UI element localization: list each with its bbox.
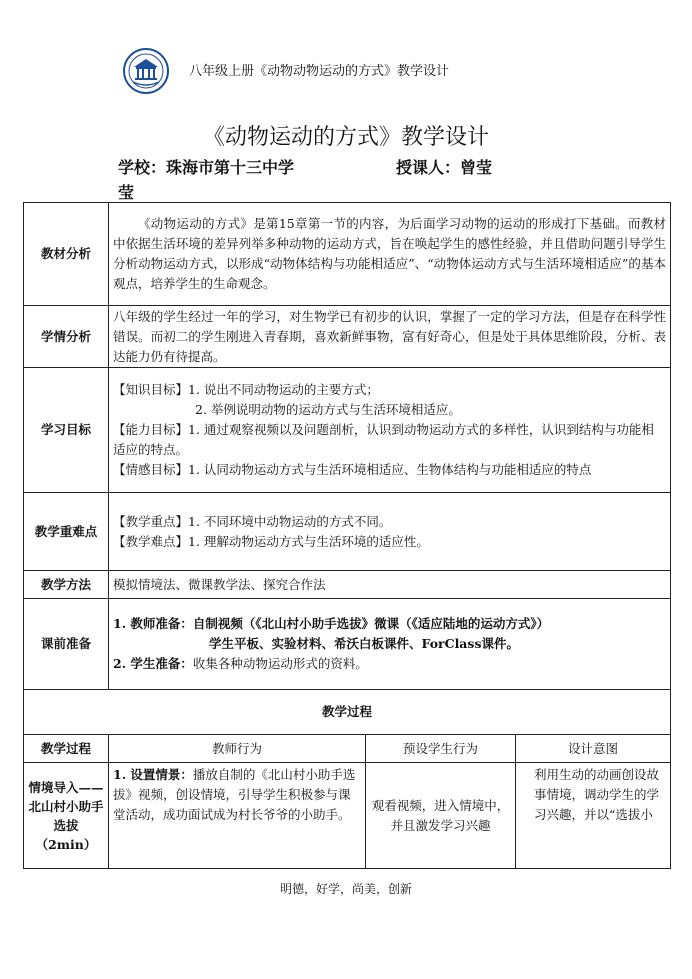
page-header: [123, 48, 603, 100]
ability-goal-text: 1. 通过观察视频以及问题剖析，认识到动物运动方式的多样性，认识到结构与功能相适应的特点。: [113, 422, 654, 457]
column-header-student: 预设学生行为: [366, 735, 516, 763]
stage-intro-teacher: [109, 763, 366, 869]
column-header-teacher: 教师行为: [109, 735, 366, 763]
row-preparation: [24, 599, 671, 690]
process-title: 教学过程: [24, 690, 671, 735]
row-material-analysis: [24, 203, 671, 306]
row-teaching-methods: [24, 571, 671, 599]
emotion-goal-text: 1. 认同动物运动方式与生活环境相适应、生物体结构与功能相适应的特点: [188, 462, 592, 477]
row-key-points: [24, 493, 671, 571]
label-key-points: 教学重难点: [24, 493, 109, 571]
key-point-tag: 【教学重点】: [113, 513, 189, 529]
stage-intro-teacher-text: 播放自制的《北山村小助手选拔》视频，创设情境，引导学生积极参与课堂活动，成功面试成为村长爷爷的小助手。: [113, 767, 356, 822]
row-process-title: [24, 690, 671, 735]
difficult-point-line: [113, 532, 666, 552]
student-analysis-text: 八年级的学生经过一年的学习，对生物学已有初步的认识，掌握了一定的学习方法，但是存在科学性错误。而初二的学生刚进入青春期，喜欢新鲜事物，富有好奇心，但是处于具体思维阶段，分析、表达能力仍有待提高。: [109, 306, 671, 368]
label-material-analysis: 教材分析: [24, 203, 109, 306]
ability-goal-line: [113, 420, 666, 460]
column-header-intent: 设计意图: [516, 735, 671, 763]
row-learning-goals: [24, 368, 671, 493]
document-title: 《动物运动的方式》教学设计: [202, 125, 489, 150]
knowledge-goal-1: 1. 说出不同动物运动的主要方式；: [188, 382, 379, 397]
column-header-process: 教学过程: [24, 735, 109, 763]
teacher-name: 授课人：曾莹: [396, 158, 493, 177]
row-column-headers: [24, 735, 671, 763]
teacher-name-overflow: 莹: [118, 183, 135, 202]
student-prep-line: [113, 654, 666, 674]
key-point-line: [113, 512, 666, 532]
teacher-prep-line-2: 学生平板、实验材料、希沃白板课件、ForClass课件。: [209, 636, 519, 651]
difficult-point-tag: 【教学难点】: [113, 533, 189, 549]
stage-intro-student: 观看视频，进入情境中，并且激发学习兴趣: [366, 763, 516, 869]
stage-intro-intent: 利用生动的动画创设故事情境，调动学生的学习兴趣，并以“选拔小: [516, 763, 671, 869]
knowledge-goal-2: 2. 举例说明动物的运动方式与生活环境相适应。: [195, 402, 461, 417]
label-preparation: 课前准备: [24, 599, 109, 690]
label-teaching-methods: 教学方法: [24, 571, 109, 599]
key-point-text: 1. 不同环境中动物运动的方式不同。: [188, 513, 392, 529]
header-title: 八年级上册《动物动物运动的方式》教学设计: [189, 64, 450, 79]
difficult-point-text: 1. 理解动物运动方式与生活环境的适应性。: [188, 533, 429, 549]
emotion-goal-tag: 【情感目标】: [113, 462, 189, 477]
teaching-methods-text: 模拟情境法、微课教学法、探究合作法: [109, 571, 671, 599]
school-name: 学校：珠海市第十三中学: [118, 158, 295, 177]
learning-goals-content: [109, 368, 671, 493]
preparation-content: [109, 599, 671, 690]
label-learning-goals: 学习目标: [24, 368, 109, 493]
key-points-content: [109, 493, 671, 571]
row-stage-intro: [24, 763, 671, 869]
teacher-prep-line: 1. 教师准备：自制视频（《北山村小助手选拔》微课（《适应陆地的运动方式》）: [113, 616, 550, 631]
student-prep-tag: 2. 学生准备：: [113, 656, 193, 671]
stage-intro-name: 情境导入——北山村小助手选拔（2min）: [24, 763, 109, 869]
row-student-analysis: [24, 306, 671, 368]
label-student-analysis: 学情分析: [24, 306, 109, 368]
page-footer-motto: 明德，好学，尚美，创新: [279, 882, 412, 896]
stage-intro-teacher-tag: 1. 设置情景：: [113, 767, 193, 782]
student-prep-text: 收集各种动物运动形式的资料。: [192, 656, 368, 671]
school-logo-icon: [123, 48, 169, 94]
material-analysis-text: 《动物运动的方式》是第15章第一节的内容，为后面学习动物的运动的形成打下基础。而教材中依据生活环境的差异列举多种动物的运动方式，旨在唤起学生的感性经验，并且借助问题引导学生分析动物运动方式，以形成“动物体结构与功能相适应”、“动物体运动方式与生活环境相适应”的基本观点，培养学生的生命观念。: [109, 203, 671, 306]
knowledge-goal-line: [113, 380, 666, 400]
lesson-plan-table: [23, 202, 671, 869]
emotion-goal-line: [113, 460, 666, 480]
ability-goal-tag: 【能力目标】: [113, 422, 189, 437]
knowledge-goal-tag: 【知识目标】: [113, 382, 189, 397]
